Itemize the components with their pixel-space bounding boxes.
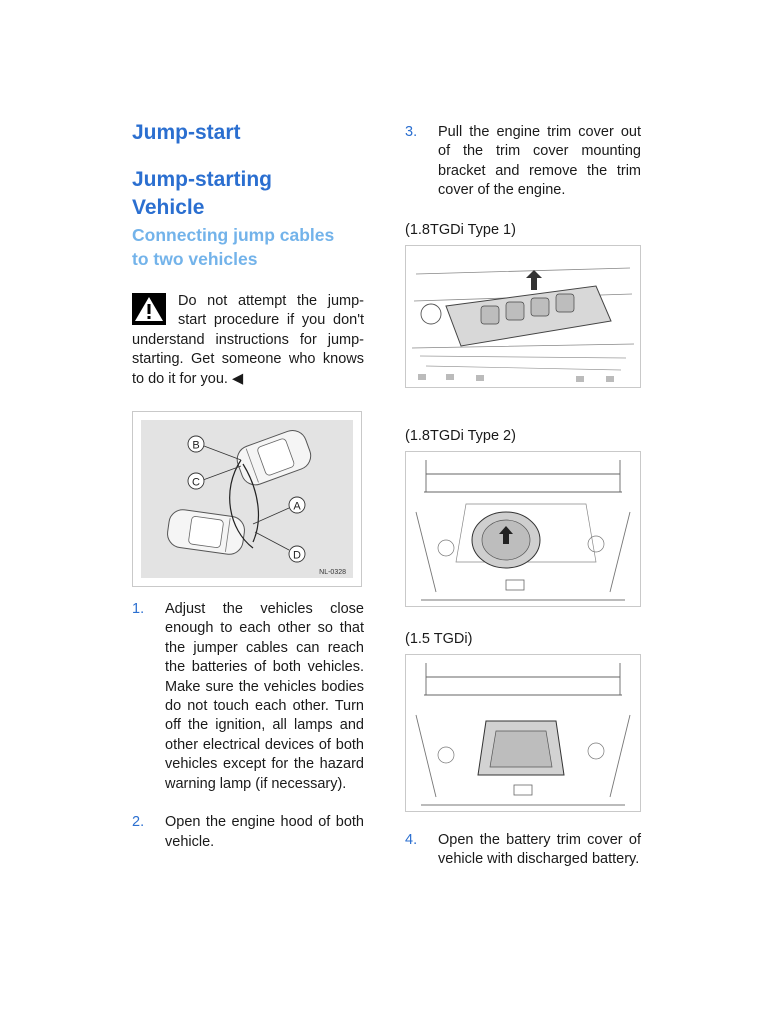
step-1: [132, 600, 364, 794]
subsub-line-1: Connecting jump cables: [132, 225, 335, 245]
caption-1-5-tgdi: (1.5 TGDi): [405, 630, 473, 647]
section-title: Jump-start: [132, 121, 241, 144]
subtitle-line-2: Vehicle: [132, 196, 205, 219]
subtitle: [132, 166, 364, 222]
svg-text:D: D: [293, 549, 301, 562]
label-d: [289, 546, 305, 562]
subtitle-line-1: Jump-starting: [132, 168, 273, 191]
step-number: 2.: [132, 814, 145, 831]
warning-block: [132, 292, 364, 389]
caption-type-2: (1.8TGDi Type 2): [405, 427, 516, 444]
engine-figure-type-1: [405, 245, 641, 388]
subsubtitle: [132, 223, 364, 271]
step-text: Adjust the vehicles close enough to each other so that the jumper cables can reach the batteries of both vehicles. Make sure the vehicles bodies do not touch each other. Turn off the ignition, all lamps and other electrical devices of both vehicles except for the hazard warning lamp (if necessary).: [165, 601, 364, 792]
engine-figure-1-5: [405, 654, 641, 812]
caption-type-1: (1.8TGDi Type 1): [405, 221, 516, 238]
svg-text:B: B: [192, 439, 200, 452]
label-a: [289, 497, 305, 513]
warning-icon: [132, 293, 166, 325]
warning-text: Do not attempt the jump-start procedure if you don't understand instructions for jump-starting. Get someone who knows to do it for you.: [132, 293, 364, 387]
step-number: 4.: [405, 831, 418, 848]
right-column: [405, 120, 641, 869]
step-3: [405, 123, 641, 201]
engine-diagram-1: [406, 246, 640, 387]
step-text: Pull the engine trim cover out of the trim cover mounting bracket and remove the trim cover of the engine.: [438, 124, 641, 199]
step-4: [405, 831, 641, 870]
step-number: 3.: [405, 124, 418, 140]
left-steps: [132, 600, 364, 852]
end-marker-icon: ◀: [231, 370, 244, 387]
jump-cable-figure: [132, 411, 362, 587]
label-b: [188, 436, 204, 452]
figure-code: NL-0328: [319, 569, 346, 577]
jump-cable-diagram: [141, 420, 353, 578]
step-text: Open the battery trim cover of vehicle with discharged battery.: [438, 831, 641, 868]
warning-paragraph: [132, 292, 364, 389]
step-text: Open the engine hood of both vehicle.: [165, 814, 364, 850]
engine-diagram-3: [406, 655, 640, 811]
label-c: [188, 473, 204, 489]
engine-figure-type-2: [405, 451, 641, 607]
svg-text:C: C: [192, 476, 200, 489]
step-2: [132, 813, 364, 852]
svg-text:A: A: [293, 500, 301, 513]
step-number: 1.: [132, 601, 145, 618]
left-column: [132, 120, 364, 852]
engine-diagram-2: [406, 452, 640, 606]
subsub-line-2: to two vehicles: [132, 249, 258, 269]
